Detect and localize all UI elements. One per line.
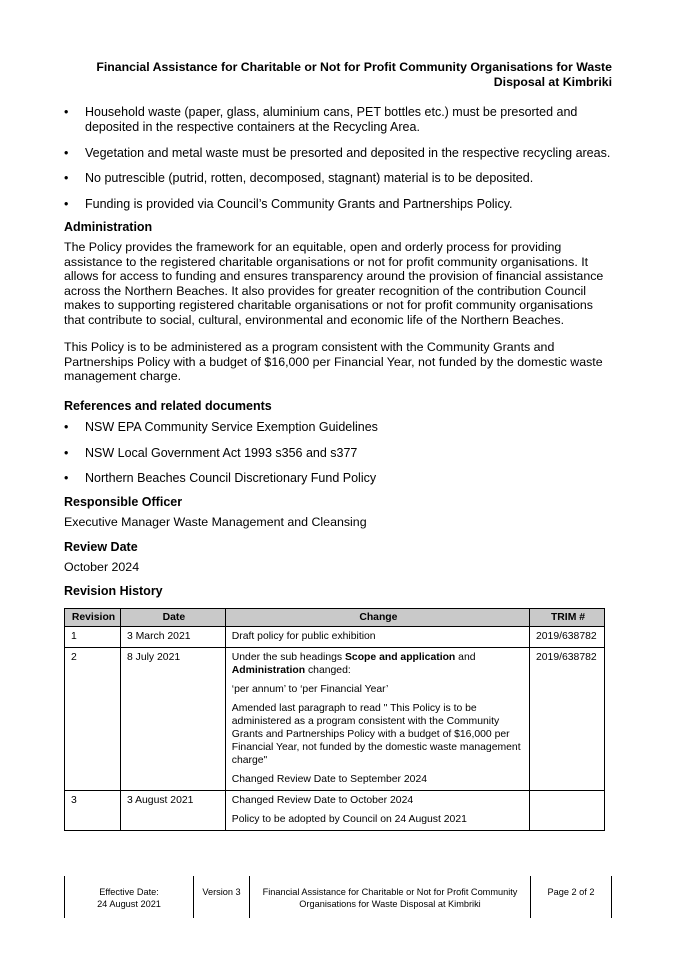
change-cell [225,791,529,831]
waste-rules-list [64,105,620,222]
revision-cell: 2 [65,648,121,791]
responsible-officer-section [64,495,616,530]
revision-history-table [64,608,605,831]
footer-version: Version 3 [193,876,249,918]
column-header: TRIM # [529,609,604,627]
table-row [65,627,605,648]
list-item: • Northern Beaches Council Discretionary Fund Policy [64,471,620,486]
change-text: and [455,652,476,663]
date-cell: 3 August 2021 [120,791,225,831]
review-date-value: October 2024 [64,560,140,574]
change-text: Under the sub headings [231,652,345,663]
footer-effective-date [64,876,193,918]
column-header: Revision [65,609,121,627]
list-item: • NSW Local Government Act 1993 s356 and s377 [64,446,620,461]
list-item: • Funding is provided via Council’s Community Grants and Partnerships Policy. [64,197,620,212]
administration-paragraph-2: This Policy is to be administered as a program consistent with the Community Grants and Partnerships Policy with a budget of $16,000 per Financial Year, not funded by the domestic waste management charge. [64,340,603,383]
list-item: • NSW EPA Community Service Exemption Guidelines [64,420,620,435]
list-item: • Household waste (paper, glass, aluminium cans, PET bottles etc.) must be presorted and deposited in the respective containers at the Recycling Area. [64,105,620,135]
change-bold-text: Scope and application [345,652,456,663]
table-row [65,648,605,791]
page-footer [64,876,612,918]
trim-cell: 2019/638782 [529,627,604,648]
trim-cell: 2019/638782 [529,648,604,791]
change-text: changed: [305,665,351,676]
page-title: Financial Assistance for Charitable or Not for Profit Community Organisations for Waste Disposal at Kimbriki [96,60,612,89]
column-header: Date [120,609,225,627]
responsible-officer-value: Executive Manager Waste Management and Cleansing [64,515,367,529]
date-cell: 8 July 2021 [120,648,225,791]
review-date-section [64,540,616,575]
change-cell [225,648,529,791]
references-section [64,399,616,414]
footer-effective-value: 24 August 2021 [97,899,161,909]
footer-effective-label: Effective Date: [99,887,159,897]
revision-history-section [64,584,616,599]
revision-cell: 3 [65,791,121,831]
change-cell: Draft policy for public exhibition [225,627,529,648]
references-list [64,420,620,497]
administration-heading: Administration [64,220,153,234]
change-paragraph: Changed Review Date to October 2024 [231,795,414,806]
change-paragraph: ‘per annum’ to ‘per Financial Year’ [231,684,389,695]
revision-cell: 1 [65,627,121,648]
footer-page-number: Page 2 of 2 [530,876,612,918]
review-date-heading: Review Date [64,540,138,554]
administration-section [64,220,616,384]
date-cell: 3 March 2021 [120,627,225,648]
change-paragraph: Policy to be adopted by Council on 24 August 2021 [231,814,467,825]
list-item: • Vegetation and metal waste must be presorted and deposited in the respective recycling areas. [64,146,620,161]
column-header: Change [225,609,529,627]
responsible-officer-heading: Responsible Officer [64,495,183,509]
footer-title: Financial Assistance for Charitable or Not for Profit Community Organisations for Waste Disposal at Kimbriki [249,876,530,918]
table-header-row [65,609,605,627]
references-heading: References and related documents [64,399,272,413]
revision-history-heading: Revision History [64,584,163,598]
change-paragraph [232,651,525,677]
list-item: • No putrescible (putrid, rotten, decomposed, stagnant) material is to be deposited. [64,171,620,186]
administration-paragraph-1: The Policy provides the framework for an equitable, open and orderly process for providing assistance to the registered charitable organisations or not for profit community organisations. It allows for access to funding and ensures transparency around the provision of financial assistance across the Northern Beaches. It also provides for greater recognition of the contribution Council makes to supporting registered charitable organisations or not for profit community organisations that contribute to social, cultural, environmental and economic life of the Northern Beaches. [64,240,604,327]
trim-cell [529,791,604,831]
change-paragraph: Changed Review Date to September 2024 [231,774,428,785]
change-bold-text: Administration [231,665,306,676]
change-paragraph: Amended last paragraph to read " This Policy is to be administered as a program consistent with the Community Grants and Partnerships Policy with a budget of $16,000 per Financial Year, not funded by the domestic waste management charge" [231,703,521,766]
table-row [65,791,605,831]
